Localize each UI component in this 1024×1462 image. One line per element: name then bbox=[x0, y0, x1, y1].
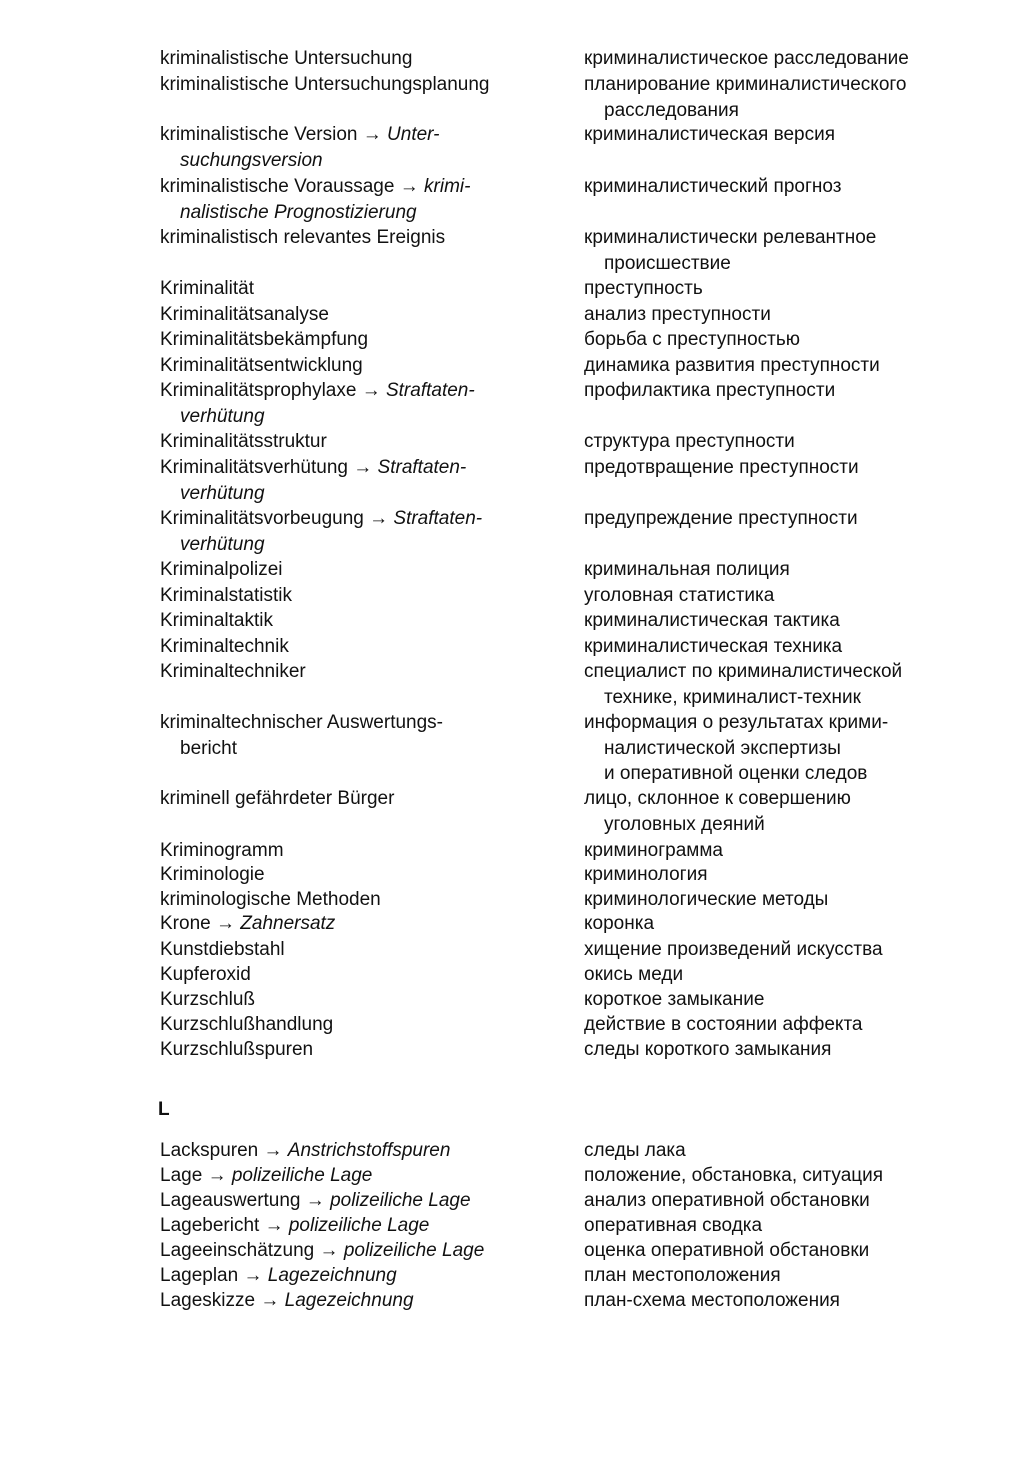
translation-line: преступность bbox=[584, 278, 703, 299]
cross-reference: polizeiliche Lage bbox=[343, 1240, 485, 1261]
cross-reference: Lagezeichnung bbox=[284, 1290, 414, 1311]
term-line: bericht bbox=[180, 737, 238, 759]
russian-translation bbox=[584, 659, 1004, 710]
german-term bbox=[160, 1238, 560, 1264]
term-line: Lagebericht → polizeiliche Lage bbox=[160, 1215, 430, 1236]
german-term bbox=[160, 1213, 560, 1239]
arrow-icon: → bbox=[319, 1240, 339, 1261]
russian-translation bbox=[584, 634, 1004, 660]
translation-line: технике, криминалист-техник bbox=[604, 686, 861, 708]
german-term bbox=[160, 276, 560, 302]
term-line: Lageplan → Lagezeichnung bbox=[160, 1265, 397, 1286]
german-term bbox=[160, 302, 560, 328]
german-term bbox=[160, 862, 560, 888]
german-term bbox=[160, 962, 560, 988]
german-term bbox=[160, 1163, 560, 1189]
translation-line: уголовная статистика bbox=[584, 585, 775, 606]
arrow-icon: → bbox=[264, 1215, 284, 1236]
term-line: Kriminalitätsstruktur bbox=[160, 431, 327, 452]
russian-translation bbox=[584, 710, 1004, 787]
cross-reference: verhütung bbox=[180, 533, 265, 555]
translation-line: специалист по криминалистической bbox=[584, 661, 903, 682]
russian-translation bbox=[584, 429, 1004, 455]
russian-translation bbox=[584, 1012, 1004, 1038]
term-line: Lageeinschätzung → polizeiliche Lage bbox=[160, 1240, 485, 1261]
cross-reference: polizeiliche Lage bbox=[231, 1165, 373, 1186]
translation-line: план местоположения bbox=[584, 1265, 781, 1286]
cross-reference: Unter- bbox=[387, 124, 440, 145]
term-line: kriminalistische Untersuchung bbox=[160, 48, 413, 69]
german-term bbox=[160, 786, 560, 812]
translation-line: оперативная сводка bbox=[584, 1215, 763, 1236]
translation-line: предупреждение преступности bbox=[584, 508, 858, 529]
russian-translation bbox=[584, 302, 1004, 328]
term-line: Kriminalität bbox=[160, 278, 254, 299]
cross-reference: krimi- bbox=[424, 176, 471, 197]
term-line: Kriminalitätsprophylaxe → Straftaten- bbox=[160, 380, 475, 401]
russian-translation bbox=[584, 1238, 1004, 1264]
term-line: Krone → Zahnersatz bbox=[160, 913, 336, 934]
term-line: Kriminalstatistik bbox=[160, 585, 292, 606]
cross-reference: polizeiliche Lage bbox=[288, 1215, 430, 1236]
german-term bbox=[160, 1188, 560, 1214]
translation-line: расследования bbox=[604, 99, 739, 121]
translation-line: и оперативной оценки следов bbox=[604, 763, 868, 784]
german-term bbox=[160, 327, 560, 353]
translation-line: криминология bbox=[584, 864, 708, 885]
translation-line: криминалистически релевантное bbox=[584, 227, 877, 248]
russian-translation bbox=[584, 1138, 1004, 1164]
translation-line: криминологические методы bbox=[584, 889, 829, 910]
cross-reference: suchungsversion bbox=[180, 149, 323, 171]
russian-translation bbox=[584, 378, 1004, 404]
translation-line: структура преступности bbox=[584, 431, 795, 452]
term-line: Kurzschluß bbox=[160, 989, 256, 1010]
translation-line: хищение произведений искусства bbox=[584, 939, 883, 960]
russian-translation bbox=[584, 122, 1004, 148]
translation-line: план-схема местоположения bbox=[584, 1290, 840, 1311]
term-line: Kriminaltaktik bbox=[160, 610, 273, 631]
term-line: Lageskizze → Lagezeichnung bbox=[160, 1290, 414, 1311]
translation-line: предотвращение преступности bbox=[584, 457, 859, 478]
term-line: Kurzschlußhandlung bbox=[160, 1014, 334, 1035]
translation-line: планирование криминалистического bbox=[584, 74, 907, 95]
section-letter: L bbox=[158, 1099, 170, 1120]
translation-line: положение, обстановка, ситуация bbox=[584, 1165, 884, 1186]
german-term bbox=[160, 634, 560, 660]
russian-translation bbox=[584, 225, 1004, 276]
russian-translation bbox=[584, 1037, 1004, 1063]
arrow-icon: → bbox=[362, 124, 382, 145]
arrow-icon: → bbox=[260, 1290, 280, 1311]
translation-line: борьба с преступностью bbox=[584, 329, 801, 350]
translation-line: профилактика преступности bbox=[584, 380, 836, 401]
russian-translation bbox=[584, 455, 1004, 481]
term-line: Kriminogramm bbox=[160, 840, 284, 861]
translation-line: анализ преступности bbox=[584, 304, 771, 325]
translation-line: следы лака bbox=[584, 1140, 686, 1161]
translation-line: криминалистическое расследование bbox=[584, 48, 909, 69]
german-term bbox=[160, 455, 560, 506]
translation-line: лицо, склонное к совершению bbox=[584, 788, 851, 809]
term-line: Kriminalitätsbekämpfung bbox=[160, 329, 369, 350]
translation-line: динамика развития преступности bbox=[584, 355, 880, 376]
translation-line: криминалистический прогноз bbox=[584, 176, 842, 197]
term-line: Kupferoxid bbox=[160, 964, 251, 985]
russian-translation bbox=[584, 1213, 1004, 1239]
translation-line: короткое замыкание bbox=[584, 989, 765, 1010]
german-term bbox=[160, 72, 560, 98]
german-term bbox=[160, 608, 560, 634]
german-term bbox=[160, 887, 560, 913]
german-term bbox=[160, 937, 560, 963]
term-line: Kriminalitätsanalyse bbox=[160, 304, 329, 325]
german-term bbox=[160, 1263, 560, 1289]
translation-line: криминограмма bbox=[584, 840, 723, 861]
arrow-icon: → bbox=[263, 1140, 283, 1161]
translation-line: криминалистическая техника bbox=[584, 636, 843, 657]
german-term bbox=[160, 429, 560, 455]
term-line: kriminalistische Untersuchungsplanung bbox=[160, 74, 490, 95]
russian-translation bbox=[584, 937, 1004, 963]
translation-line: следы короткого замыкания bbox=[584, 1039, 832, 1060]
cross-reference: polizeiliche Lage bbox=[330, 1190, 471, 1211]
russian-translation bbox=[584, 862, 1004, 888]
russian-translation bbox=[584, 887, 1004, 913]
arrow-icon: → bbox=[353, 457, 373, 478]
translation-line: криминальная полиция bbox=[584, 559, 790, 580]
term-line: kriminologische Methoden bbox=[160, 889, 381, 910]
translation-line: оценка оперативной обстановки bbox=[584, 1240, 870, 1261]
term-line: Kriminaltechnik bbox=[160, 636, 289, 657]
translation-line: криминалистическая версия bbox=[584, 124, 835, 145]
german-term bbox=[160, 378, 560, 429]
german-term bbox=[160, 1138, 560, 1164]
german-term bbox=[160, 1012, 560, 1038]
russian-translation bbox=[584, 1263, 1004, 1289]
translation-line: информация о результатах крими- bbox=[584, 712, 889, 733]
term-line: kriminell gefährdeter Bürger bbox=[160, 788, 395, 809]
russian-translation bbox=[584, 911, 1004, 937]
translation-line: действие в состоянии аффекта bbox=[584, 1014, 863, 1035]
german-term bbox=[160, 557, 560, 583]
russian-translation bbox=[584, 1163, 1004, 1189]
arrow-icon: → bbox=[243, 1265, 263, 1286]
translation-line: окись меди bbox=[584, 964, 684, 985]
german-term bbox=[160, 911, 560, 937]
german-term bbox=[160, 583, 560, 609]
russian-translation bbox=[584, 46, 1004, 72]
german-term bbox=[160, 225, 560, 251]
term-line: kriminalistisch relevantes Ereignis bbox=[160, 227, 446, 248]
translation-line: анализ оперативной обстановки bbox=[584, 1190, 870, 1211]
cross-reference: Straftaten- bbox=[377, 457, 467, 478]
term-line: Lackspuren → Anstrichstoffspuren bbox=[160, 1140, 451, 1161]
german-term bbox=[160, 1037, 560, 1063]
term-line: Kriminalitätsvorbeugung → Straftaten- bbox=[160, 508, 483, 529]
russian-translation bbox=[584, 327, 1004, 353]
arrow-icon: → bbox=[207, 1165, 227, 1186]
term-line: Lage → polizeiliche Lage bbox=[160, 1165, 373, 1186]
german-term bbox=[160, 353, 560, 379]
translation-line: налистической экспертизы bbox=[604, 737, 841, 759]
arrow-icon: → bbox=[305, 1190, 325, 1211]
translation-line: криминалистическая тактика bbox=[584, 610, 840, 631]
term-line: Kriminologie bbox=[160, 864, 265, 885]
german-term bbox=[160, 710, 560, 761]
german-term bbox=[160, 987, 560, 1013]
german-term bbox=[160, 122, 560, 173]
german-term bbox=[160, 659, 560, 685]
cross-reference: Lagezeichnung bbox=[267, 1265, 397, 1286]
cross-reference: verhütung bbox=[180, 405, 265, 427]
term-line: kriminalistische Version → Unter- bbox=[160, 124, 440, 145]
russian-translation bbox=[584, 276, 1004, 302]
russian-translation bbox=[584, 962, 1004, 988]
term-line: kriminalistische Voraussage → krimi- bbox=[160, 176, 471, 197]
term-line: kriminaltechnischer Auswertungs- bbox=[160, 712, 444, 733]
cross-reference: Straftaten- bbox=[393, 508, 483, 529]
russian-translation bbox=[584, 583, 1004, 609]
german-term bbox=[160, 1288, 560, 1314]
russian-translation bbox=[584, 72, 1004, 123]
russian-translation bbox=[584, 353, 1004, 379]
arrow-icon: → bbox=[369, 508, 389, 529]
cross-reference: Straftaten- bbox=[385, 380, 475, 401]
cross-reference: Anstrichstoffspuren bbox=[287, 1140, 451, 1161]
russian-translation bbox=[584, 1188, 1004, 1214]
cross-reference: Zahnersatz bbox=[240, 913, 336, 934]
german-term bbox=[160, 506, 560, 557]
russian-translation bbox=[584, 987, 1004, 1013]
russian-translation bbox=[584, 174, 1004, 200]
term-line: Kriminalitätsentwicklung bbox=[160, 355, 363, 376]
term-line: Kurzschlußspuren bbox=[160, 1039, 314, 1060]
arrow-icon: → bbox=[215, 913, 235, 934]
russian-translation bbox=[584, 608, 1004, 634]
term-line: Kriminaltechniker bbox=[160, 661, 306, 682]
russian-translation bbox=[584, 786, 1004, 837]
translation-line: происшествие bbox=[604, 252, 731, 274]
german-term bbox=[160, 174, 560, 225]
arrow-icon: → bbox=[399, 176, 419, 197]
term-line: Kriminalpolizei bbox=[160, 559, 283, 580]
term-line: Kriminalitätsverhütung → Straftaten- bbox=[160, 457, 467, 478]
german-term bbox=[160, 838, 560, 864]
russian-translation bbox=[584, 506, 1004, 532]
cross-reference: verhütung bbox=[180, 482, 265, 504]
arrow-icon: → bbox=[361, 380, 381, 401]
russian-translation bbox=[584, 557, 1004, 583]
german-term bbox=[160, 46, 560, 72]
translation-line: коронка bbox=[584, 913, 655, 934]
term-line: Kunstdiebstahl bbox=[160, 939, 285, 960]
term-line: Lageauswertung → polizeiliche Lage bbox=[160, 1190, 471, 1211]
cross-reference: nalistische Prognostizierung bbox=[180, 201, 417, 223]
russian-translation bbox=[584, 838, 1004, 864]
translation-line: уголовных деяний bbox=[604, 813, 765, 835]
russian-translation bbox=[584, 1288, 1004, 1314]
